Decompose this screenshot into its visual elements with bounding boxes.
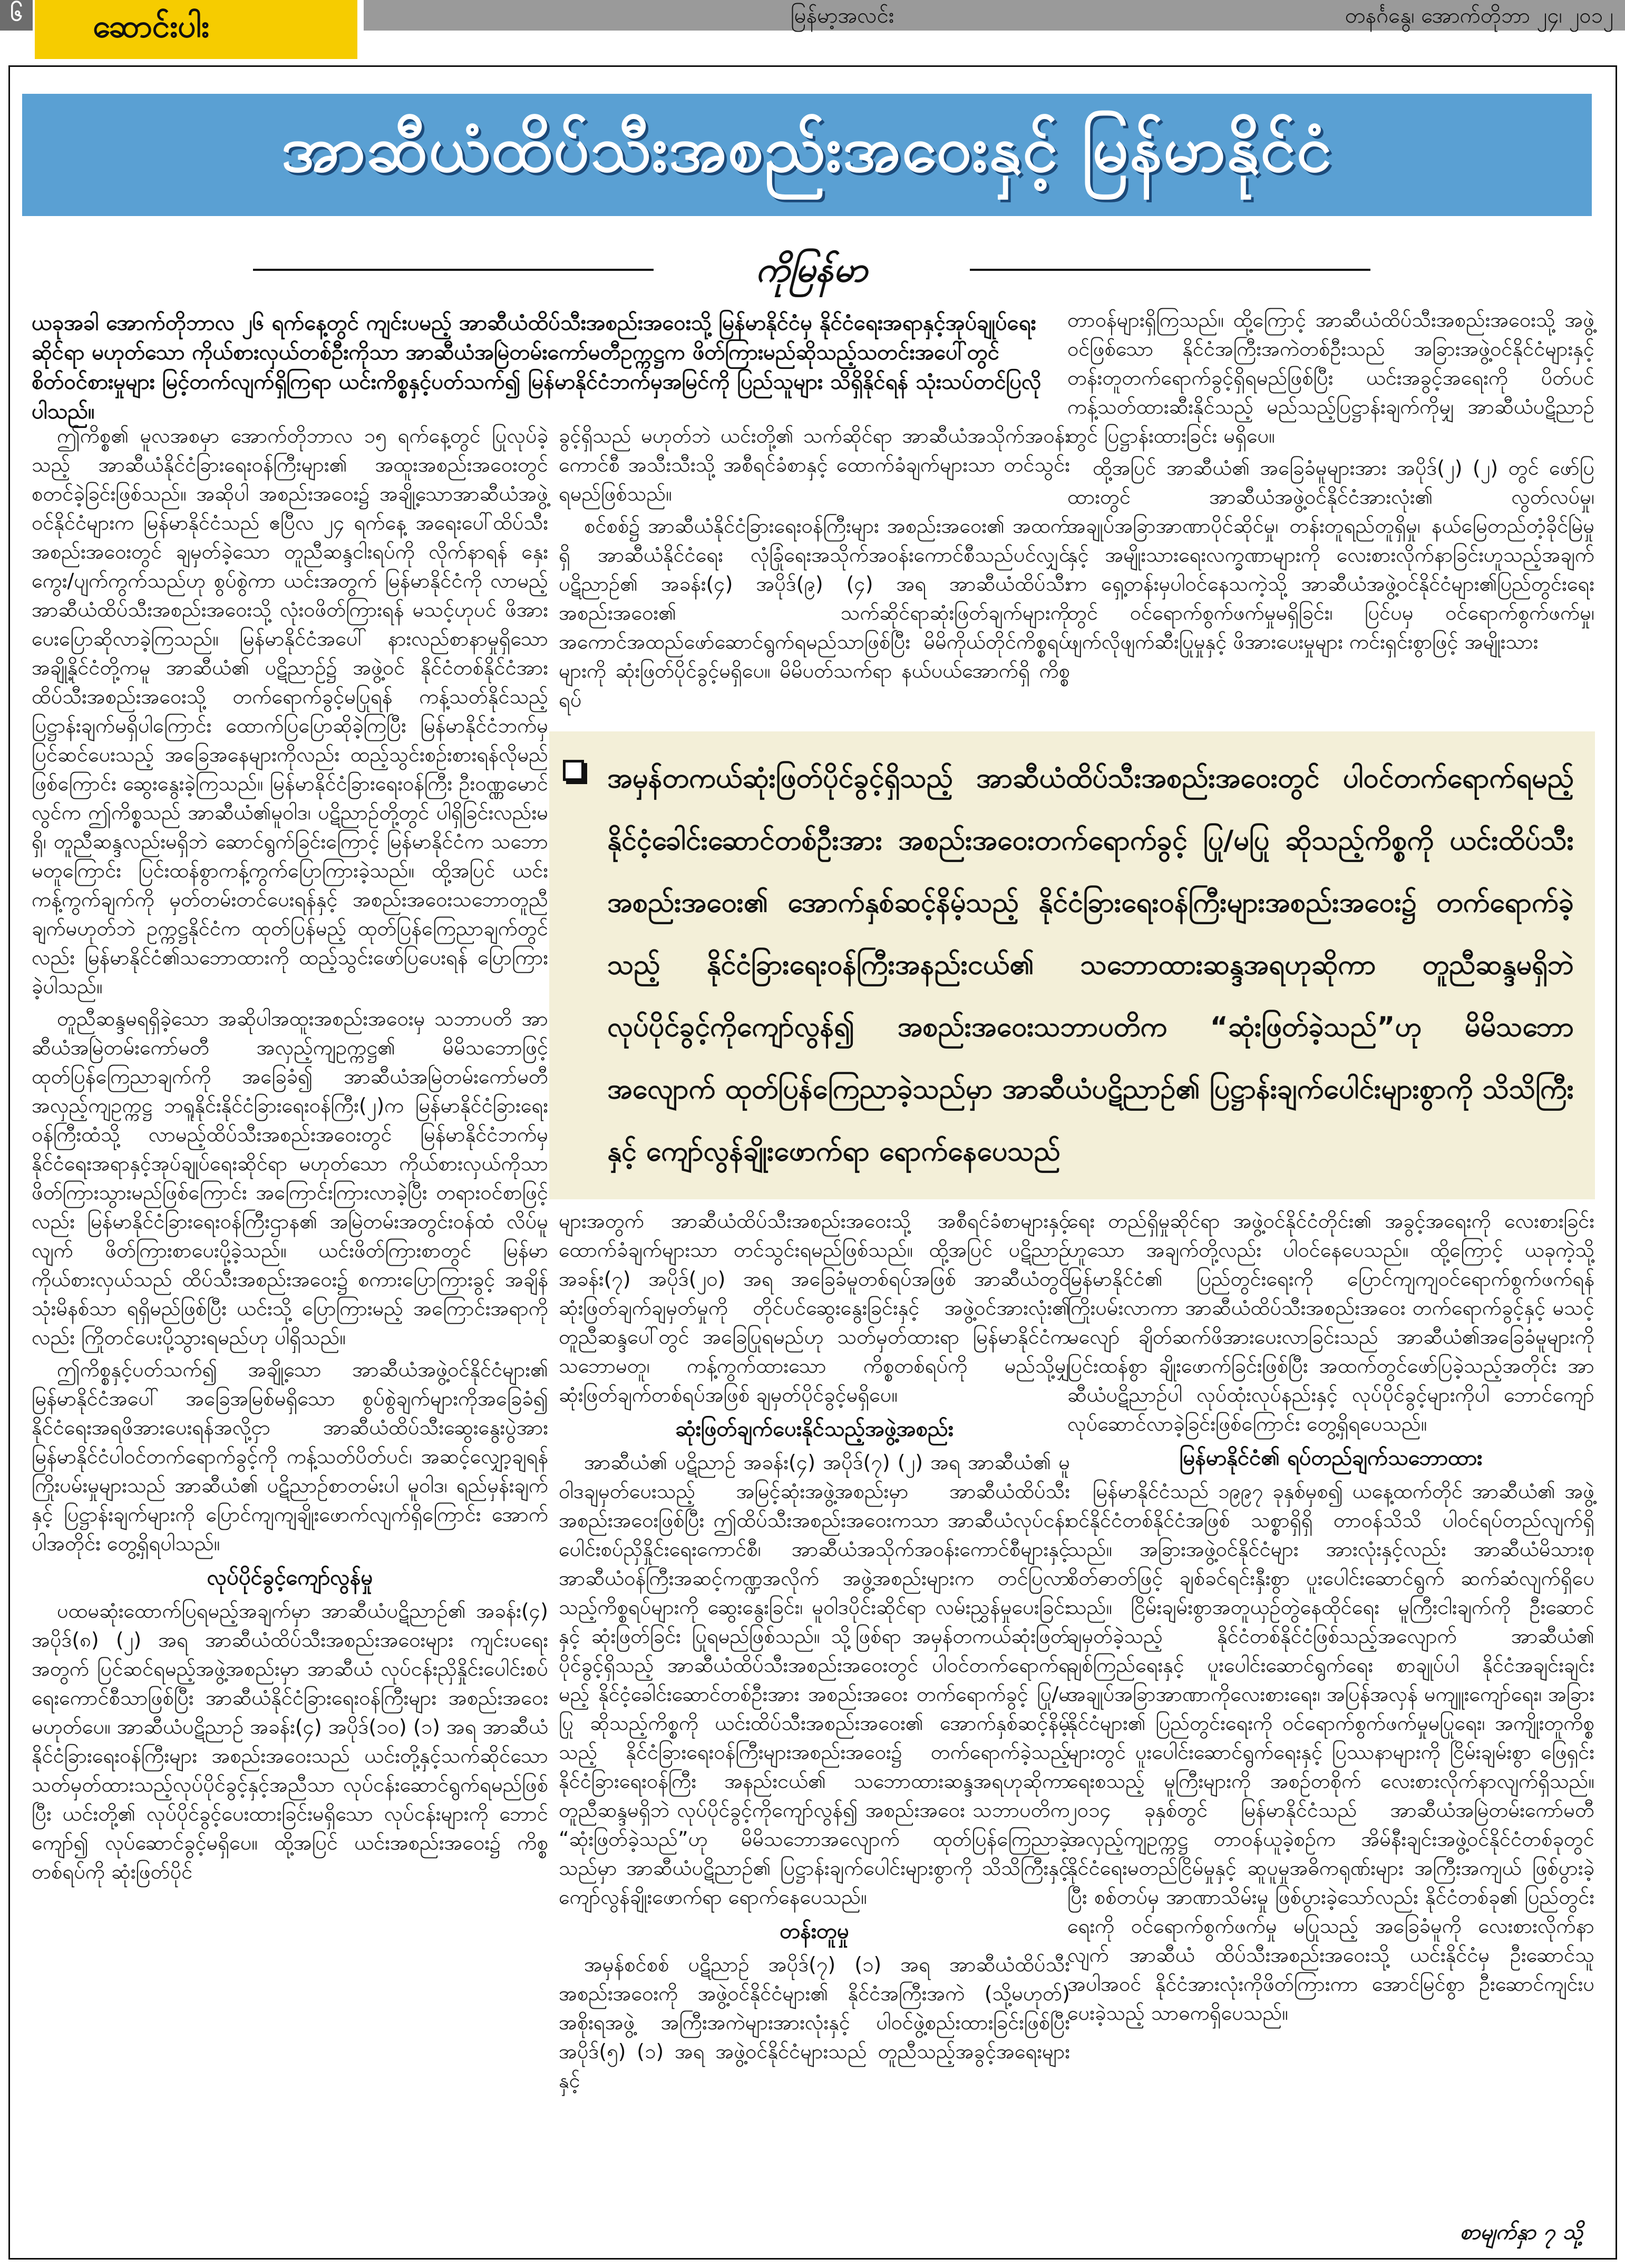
paragraph: အမှန်စင်စစ် ပဋိညာဉ် အပိုဒ်(၇) (၁) အရ အာဆီယံထိပ်သီးအစည်းအဝေးကို အဖွဲ့ဝင်နိုင်ငံများ၏ နိုင်ငံအကြီးအကဲ (သို့မဟုတ်) အစိုးရအဖွဲ့ အကြီးအကဲများအားလုံးနှင့် ပါဝင်ဖွဲ့စည်းထားခြင်းဖြစ်ပြီး အပိုဒ်(၅) (၁) အရ အဖွဲ့ဝင်နိုင်ငံများသည် တူညီသည့်အခွင့်အရေးများနှင့် xyxy=(559,1953,1070,2092)
subheading: မြန်မာနိုင်ငံ၏ ရပ်တည်ချက်သဘောထား xyxy=(1179,1446,1483,1470)
byline xyxy=(253,248,1370,290)
paragraph: တာဝန်များရှိကြသည်။ ထို့ကြောင့် အာဆီယံထိပ်သီးအစည်းအဝေးသို့ အဖွဲ့ဝင်ဖြစ်သော နိုင်ငံအကြီးအကဲတစ်ဦးသည် အခြားအဖွဲ့ဝင်နိုင်ငံများနှင့် တန်းတူတက်ရောက်ခွင့်ရှိရမည်ဖြစ်ပြီး ယင်းအခွင့်အရေးကို ပိတ်ပင်ကန့်သတ်ထားဆီးနိုင်သည့် မည်သည့်ပြဋ္ဌာန်းချက်ကိုမျှ အာဆီယံပဋိညာဉ်တွင် ပြဋ္ဌာန်းထားခြင်း မရှိပေ။ xyxy=(1067,308,1594,447)
column-2-top xyxy=(559,422,1070,718)
issue-date: တနင်္ဂနွေ၊ အောက်တိုဘာ ၂၄၊ ၂၀၁၂ xyxy=(1345,4,1613,28)
headline-band xyxy=(22,94,1592,216)
paragraph: တူညီဆန္ဒမရရှိခဲ့သော အဆိုပါအထူးအစည်းအဝေးမှ သဘာပတိ အာဆီယံအမြဲတမ်းကော်မတီ အလှည့်ကျဥက္ကဋ္ဌ၏ မိမိသဘောဖြင့် ထုတ်ပြန်ကြေညာချက်ကို အခြေခံ၍ အာဆီယံအမြဲတမ်းကော်မတီ အလှည့်ကျဥက္ကဋ္ဌ ဘရူနိုင်းနိုင်ငံခြားရေးဝန်ကြီး(၂)က မြန်မာနိုင်ငံခြားရေးဝန်ကြီးထံသို့ လာမည့်ထိပ်သီးအစည်းအဝေးတွင် မြန်မာနိုင်ငံဘက်မှ နိုင်ငံရေးအရာနှင့်အုပ်ချုပ်ရေးဆိုင်ရာ မဟုတ်သော ကိုယ်စားလှယ်ကိုသာ ဖိတ်ကြားသွားမည်ဖြစ်ကြောင်း အကြောင်းကြားလာခဲ့ပြီး တရားဝင်စာဖြင့်လည်း မြန်မာနိုင်ငံခြားရေးဝန်ကြီးဌာန၏ အမြဲတမ်းအတွင်းဝန်ထံ လိပ်မူလျက် ဖိတ်ကြားစာပေးပို့ခဲ့သည်။ ယင်းဖိတ်ကြားစာတွင် မြန်မာကိုယ်စားလှယ်သည် ထိပ်သီးအစည်းအဝေး၌ စကားပြောကြားခွင့် အချိန်သုံးမိနစ်သာ ရရှိမည်ဖြစ်ပြီး ယင်းသို့ ပြောကြားမည့် အကြောင်းအရာကိုလည်း ကြိုတင်ပေးပို့သွားရမည်ဟု ပါရှိသည်။ xyxy=(32,1007,548,1349)
byline-rule-left xyxy=(253,269,654,271)
subheading: တန်းတူမှု xyxy=(780,1919,849,1943)
column-1 xyxy=(32,422,548,1890)
subheading: ဆုံးဖြတ်ချက်ပေးနိုင်သည့်အဖွဲ့အစည်း xyxy=(675,1417,953,1441)
paragraph: ဤကိစ္စ၏ မူလအစမှာ အောက်တိုဘာလ ၁၅ ရက်နေ့တွင် ပြုလုပ်ခဲ့သည့် အာဆီယံနိုင်ငံခြားရေးဝန်ကြီးများ၏ အထူးအစည်းအဝေးတွင် စတင်ခဲ့ခြင်းဖြစ်သည်။ အဆိုပါ အစည်းအဝေး၌ အချို့သောအာဆီယံအဖွဲ့ဝင်နိုင်ငံများက မြန်မာနိုင်ငံသည် ဧပြီလ ၂၄ ရက်နေ့ အရေးပေါ်ထိပ်သီးအစည်းအဝေးတွင် ချမှတ်ခဲ့သော တူညီဆန္ဒငါးရပ်ကို လိုက်နာရန် နှေးကွေး/ပျက်ကွက်သည်ဟု စွပ်စွဲကာ ယင်းအတွက် မြန်မာနိုင်ငံကို လာမည့်အာဆီယံထိပ်သီးအစည်းအဝေးသို့ လုံးဝဖိတ်ကြားရန် မသင့်ဟုပင် ဖိအားပေးပြောဆိုလာခဲ့ကြသည်။ မြန်မာနိုင်ငံအပေါ် နားလည်စာနာမှုရှိသော အချို့နိုင်ငံတို့ကမူ အာဆီယံ၏ ပဋိညာဉ်၌ အဖွဲ့ဝင် နိုင်ငံတစ်နိုင်ငံအား ထိပ်သီးအစည်းအဝေးသို့ တက်ရောက်ခွင့်မပြုရန် ကန့်သတ်နိုင်သည့် ပြဋ္ဌာန်းချက်မရှိပါကြောင်း ထောက်ပြပြောဆိုခဲ့ကြပြီး မြန်မာနိုင်ငံဘက်မှ ပြင်ဆင်ပေးသည့် အခြေအနေများကိုလည်း ထည့်သွင်းစဉ်းစားရန်လိုမည်ဖြစ်ကြောင်း ဆွေးနွေးခဲ့ကြသည်။ မြန်မာနိုင်ငံခြားရေးဝန်ကြီး ဦးဝဏ္ဏမောင်လွင်က ဤကိစ္စသည် အာဆီယံ၏မူဝါဒ၊ ပဋိညာဉ်တို့တွင် ပါရှိခြင်းလည်းမရှိ၊ တူညီဆန္ဒလည်းမရှိဘဲ ဆောင်ရွက်ခြင်းကြောင့် မြန်မာနိုင်ငံက သဘောမတူကြောင်း ပြင်းထန်စွာကန့်ကွက်ပြောကြားခဲ့သည်။ ထို့အပြင် ယင်းကန့်ကွက်ချက်ကို မှတ်တမ်းတင်ပေးရန်နှင့် အစည်းအဝေးသဘောတူညီချက်မဟုတ်ဘဲ ဥက္ကဋ္ဌနိုင်ငံက ထုတ်ပြန်မည့် ထုတ်ပြန်ကြေညာချက်တွင်လည်း မြန်မာနိုင်ငံ၏သဘောထားကို ထည့်သွင်းဖော်ပြပေးရန် ပြောကြားခဲ့ပါသည်။ xyxy=(32,424,548,998)
pull-quote-text: အမှန်တကယ်ဆုံးဖြတ်ပိုင်ခွင့်ရှိသည့် အာဆီယံထိပ်သီးအစည်းအဝေးတွင် ပါဝင်တက်ရောက်ရမည့် နိုင်ငံ့ခေါင်းဆောင်တစ်ဦးအား အစည်းအဝေးတက်ရောက်ခွင့် ပြု/မပြု ဆိုသည့်ကိစ္စကို ယင်းထိပ်သီးအစည်းအဝေး၏ အောက်နှစ်ဆင့်နိမ့်သည့် နိုင်ငံခြားရေးဝန်ကြီးများအစည်းအဝေး၌ တက်ရောက်ခဲ့သည့် နိုင်ငံခြားရေးဝန်ကြီးအနည်းငယ်၏ သဘောထားဆန္ဒအရဟုဆိုကာ တူညီဆန္ဒမရှိဘဲ လုပ်ပိုင်ခွင့်ကိုကျော်လွန်၍ အစည်းအဝေးသဘာပတိက “ဆုံးဖြတ်ခဲ့သည်”ဟု မိမိသဘောအလျောက် ထုတ်ပြန်ကြေညာခဲ့သည်မှာ အာဆီယံပဋိညာဉ်၏ ပြဋ္ဌာန်းချက်ပေါင်းများစွာကို သိသိကြီးနှင့် ကျော်လွန်ချိုးဖောက်ရာ ရောက်နေပေသည် xyxy=(607,762,1574,1167)
paragraph: များအတွက် အာဆီယံထိပ်သီးအစည်းအဝေးသို့ အစီရင်ခံစာများနှင့် ထောက်ခံချက်များသာ တင်သွင်းရမည်ဖြစ်သည်။ ထို့အပြင် ပဋိညာဉ်အခန်း(၇) အပိုဒ်(၂၀) အရ အခြေခံမူတစ်ရပ်အဖြစ် အာဆီယံတွင် ဆုံးဖြတ်ချက်ချမှတ်မှုကို တိုင်ပင်ဆွေးနွေးခြင်းနှင့် အဖွဲ့ဝင်အားလုံး၏ တူညီဆန္ဒပေါ်တွင် အခြေပြုရမည်ဟု သတ်မှတ်ထားရာ မြန်မာနိုင်ငံက သဘောမတူ၊ ကန့်ကွက်ထားသော ကိစ္စတစ်ရပ်ကို မည်သို့မျှ ဆုံးဖြတ်ချက်တစ်ရပ်အဖြစ် ချမှတ်ပိုင်ခွင့်မရှိပေ။ xyxy=(559,1209,1070,1406)
section-tag: ဆောင်းပါး xyxy=(35,0,357,59)
continued-on-page[interactable]: စာမျက်နှာ ၇ သို့ xyxy=(1459,2220,1583,2244)
paragraph: စင်စစ်၌ အာဆီယံနိုင်ငံခြားရေးဝန်ကြီးများ အစည်းအဝေး၏ အထက်ရှိ အာဆီယံနိုင်ငံရေး လုံခြုံရေးအသိုက်အဝန်းကောင်စီသည်ပင်လျှင် ပဋိညာဉ်၏ အခန်း(၄) အပိုဒ်(၉) (၄) အရ အာဆီယံထိပ်သီးအစည်းအဝေး၏ သက်ဆိုင်ရာဆုံးဖြတ်ချက်များကို အကောင်အထည်ဖော်ဆောင်ရွက်ရမည်သာဖြစ်ပြီး မိမိကိုယ်တိုင်ကိစ္စရပ်များကို ဆုံးဖြတ်ပိုင်ခွင့်မရှိပေ။ မိမိပတ်သက်ရာ နယ်ပယ်အောက်ရှိ ကိစ္စရပ် xyxy=(559,514,1070,711)
checkbox-bullet-icon xyxy=(563,760,584,781)
paragraph: ဤကိစ္စနှင့်ပတ်သက်၍ အချို့သော အာဆီယံအဖွဲ့ဝင်နိုင်ငံများ၏ မြန်မာနိုင်ငံအပေါ် အခြေအမြစ်မရှိသော စွပ်စွဲချက်များကိုအခြေခံ၍ နိုင်ငံရေးအရဖိအားပေးရန်အလို့ငှာ အာဆီယံထိပ်သီးဆွေးနွေးပွဲအား မြန်မာနိုင်ငံပါဝင်တက်ရောက်ခွင့်ကို ကန့်သတ်ပိတ်ပင်၊ အဆင့်လျှော့ချရန် ကြိုးပမ်းမှုများသည် အာဆီယံ၏ ပဋိညာဉ်စာတမ်းပါ မူဝါဒ၊ ရည်မှန်းချက်နှင့် ပြဋ္ဌာန်းချက်များကို ပြောင်ကျကျချိုးဖောက်လျက်ရှိကြောင်း အောက်ပါအတိုင်း တွေ့ရှိရပါသည်။ xyxy=(32,1358,548,1555)
article-intro: ယခုအခါ အောက်တိုဘာလ ၂၆ ရက်နေ့တွင် ကျင်းပမည့် အာဆီယံထိပ်သီးအစည်းအဝေးသို့ မြန်မာနိုင်ငံမှ နိုင်ငံရေးအရာနှင့်အုပ်ချုပ်ရေးဆိုင်ရာ မဟုတ်သော ကိုယ်စားလှယ်တစ်ဦးကိုသာ အာဆီယံအမြဲတမ်းကော်မတီဥက္ကဋ္ဌက ဖိတ်ကြားမည်ဆိုသည့်သတင်းအပေါ်တွင် စိတ်ဝင်စားမှုများ မြင့်တက်လျက်ရှိကြရာ ယင်းကိစ္စနှင့်ပတ်သက်၍ မြန်မာနိုင်ငံဘက်မှအမြင်ကို ပြည်သူများ သိရှိနိုင်ရန် သုံးသပ်တင်ပြလိုပါသည်။ xyxy=(32,311,1042,424)
paragraph: အာဆီယံ၏ ပဋိညာဉ် အခန်း(၄) အပိုဒ်(၇) (၂) အရ အာဆီယံ၏ မူဝါဒချမှတ်ပေးသည့် အမြင့်ဆုံးအဖွဲ့အစည်းမှာ အာဆီယံထိပ်သီးအစည်းအဝေးဖြစ်ပြီး ဤထိပ်သီးအစည်းအဝေးကသာ အာဆီယံလုပ်ငန်း ပေါင်းစပ်ညှိနှိုင်းရေးကောင်စီ၊ အာဆီယံအသိုက်အဝန်းကောင်စီများနှင့် အာဆီယံဝန်ကြီးအဆင့်ကဏ္ဍအလိုက် အဖွဲ့အစည်းများက တင်ပြလာသည့်ကိစ္စရပ်များကို ဆွေးနွေးခြင်း၊ မူဝါဒပိုင်းဆိုင်ရာ လမ်းညွှန်မှုပေးခြင်းနှင့် ဆုံးဖြတ်ခြင်း ပြုရမည်ဖြစ်သည်။ သို့ဖြစ်ရာ အမှန်တကယ်ဆုံးဖြတ်ပိုင်ခွင့်ရှိသည့် အာဆီယံထိပ်သီးအစည်းအဝေးတွင် ပါဝင်တက်ရောက်ရမည့် နိုင်ငံ့ခေါင်းဆောင်တစ်ဦးအား အစည်းအဝေး တက်ရောက်ခွင့် ပြု/မပြု ဆိုသည့်ကိစ္စကို ယင်းထိပ်သီးအစည်းအဝေး၏ အောက်နှစ်ဆင့်နိမ့်သည့် နိုင်ငံခြားရေးဝန်ကြီးများအစည်းအဝေး၌ တက်ရောက်ခဲ့သည့် နိုင်ငံခြားရေးဝန်ကြီး အနည်းငယ်၏ သဘောထားဆန္ဒအရဟုဆိုကာ တူညီဆန္ဒမရှိဘဲ လုပ်ပိုင်ခွင့်ကိုကျော်လွန်၍ အစည်းအဝေး သဘာပတိက “ဆုံးဖြတ်ခဲ့သည်”ဟု မိမိသဘောအလျောက် ထုတ်ပြန်ကြေညာခဲ့သည်မှာ အာဆီယံပဋိညာဉ်၏ ပြဋ္ဌာန်းချက်ပေါင်းများစွာကို သိသိကြီးနှင့် ကျော်လွန်ချိုးဖောက်ရာ ရောက်နေပေသည်။ xyxy=(559,1451,1070,1909)
headline: အာဆီယံထိပ်သီးအစည်းအဝေးနှင့် မြန်မာနိုင်ငံ xyxy=(281,112,1333,186)
subheading: လုပ်ပိုင်ခွင့်ကျော်လွန်မှု xyxy=(207,1566,373,1590)
paragraph: ပထမဆုံးထောက်ပြရမည့်အချက်မှာ အာဆီယံပဋိညာဉ်၏ အခန်း(၄) အပိုဒ်(၈) (၂) အရ အာဆီယံထိပ်သီးအစည်းအဝေးများ ကျင်းပရေးအတွက် ပြင်ဆင်ရမည့်အဖွဲ့အစည်းမှာ အာဆီယံ လုပ်ငန်းညှိနှိုင်းပေါင်းစပ်ရေးကောင်စီသာဖြစ်ပြီး အာဆီယံနိုင်ငံခြားရေးဝန်ကြီးများ အစည်းအဝေး မဟုတ်ပေ။ အာဆီယံပဋိညာဉ် အခန်း(၄) အပိုဒ်(၁၀) (၁) အရ အာဆီယံနိုင်ငံခြားရေးဝန်ကြီးများ အစည်းအဝေးသည် ယင်းတို့နှင့်သက်ဆိုင်သော သတ်မှတ်ထားသည့်လုပ်ပိုင်ခွင့်နှင့်အညီသာ လုပ်ငန်းဆောင်ရွက်ရမည်ဖြစ်ပြီး ယင်းတို့၏ လုပ်ပိုင်ခွင့်ပေးထားခြင်းမရှိသော လုပ်ငန်းများကို ဘောင်ကျော်၍ လုပ်ဆောင်ခွင့်မရှိပေ။ ထို့အပြင် ယင်းအစည်းအဝေး၌ ကိစ္စတစ်ရပ်ကို ဆုံးဖြတ်ပိုင် xyxy=(32,1599,548,1883)
paragraph: မြန်မာနိုင်ငံသည် ၁၉၉၇ ခုနှစ်မှစ၍ ယနေ့ထက်တိုင် အာဆီယံ၏ အဖွဲ့ဝင်နိုင်ငံတစ်နိုင်ငံအဖြစ် သစ္စာရှိရှိ တာဝန်သိသိ ပါဝင်ရပ်တည်လျက်ရှိသည်။ အခြားအဖွဲ့ဝင်နိုင်ငံများ အားလုံးနှင့်လည်း အာဆီယံမိသားစုစိတ်ဓာတ်ဖြင့် ချစ်ခင်ရင်းနှီးစွာ ပူးပေါင်းဆောင်ရွက် ဆက်ဆံလျက်ရှိပေသည်။ ငြိမ်းချမ်းစွာအတူယှဉ်တွဲနေထိုင်ရေး မူကြီးငါးချက်ကို ဦးဆောင်ချမှတ်ခဲ့သည့် နိုင်ငံတစ်နိုင်ငံဖြစ်သည့်အလျောက် အာဆီယံ၏ ချစ်ကြည်ရေးနှင့် ပူးပေါင်းဆောင်ရွက်ရေး စာချုပ်ပါ နိုင်ငံအချင်းချင်း အချုပ်အခြာအာဏာကိုလေးစားရေး၊ အပြန်အလှန် မကျူးကျော်ရေး၊ အခြားနိုင်ငံများ၏ ပြည်တွင်းရေးကို ဝင်ရောက်စွက်ဖက်မှုမပြုရေး၊ အကျိုးတူကိစ္စများတွင် ပူးပေါင်းဆောင်ရွက်ရေးနှင့် ပြဿနာများကို ငြိမ်းချမ်းစွာ ဖြေရှင်းရေးစသည့် မူကြီးများကို အစဉ်တစိုက် လေးစားလိုက်နာလျက်ရှိသည်။ ၂၀၁၄ ခုနှစ်တွင် မြန်မာနိုင်ငံသည် အာဆီယံအမြဲတမ်းကော်မတီ အလှည့်ကျဥက္ကဋ္ဌ တာဝန်ယူခဲ့စဉ်က အိမ်နီးချင်းအဖွဲ့ဝင်နိုင်ငံတစ်ခုတွင် နိုင်ငံရေးမတည်ငြိမ်မှုနှင့် ဆူပူမှုအဓိကရုဏ်းများ အကြီးအကျယ် ဖြစ်ပွားခဲ့ပြီး စစ်တပ်မှ အာဏာသိမ်းမှု ဖြစ်ပွားခဲ့သော်လည်း နိုင်ငံတစ်ခု၏ ပြည်တွင်းရေးကို ဝင်ရောက်စွက်ဖက်မှု မပြုသည့် အခြေခံမူကို လေးစားလိုက်နာလျက် အာဆီယံ ထိပ်သီးအစည်းအဝေးသို့ ယင်းနိုင်ငံမှ ဦးဆောင်သူအပါအဝင် နိုင်ငံအားလုံးကိုဖိတ်ကြားကာ အောင်မြင်စွာ ဦးဆောင်ကျင်းပပေးခဲ့သည့် သာဓကရှိပေသည်။ xyxy=(1067,1480,1594,2025)
page-number: ၆ xyxy=(0,0,33,31)
paragraph: ခွင့်ရှိသည် မဟုတ်ဘဲ ယင်းတို့၏ သက်ဆိုင်ရာ အာဆီယံအသိုက်အဝန်းကောင်စီ အသီးသီးသို့ အစီရင်ခံစာနှင့် ထောက်ခံချက်များသာ တင်သွင်းရမည်ဖြစ်သည်။ xyxy=(559,424,1070,505)
column-3-bottom xyxy=(1067,1207,1594,2031)
pull-quote xyxy=(549,731,1595,1199)
newspaper-name: မြန်မာ့အလင်း xyxy=(791,4,894,28)
author-name: ကိုမြန်မာ xyxy=(755,249,868,290)
byline-rule-right xyxy=(970,269,1370,271)
column-2-bottom xyxy=(559,1207,1070,2098)
column-3-top xyxy=(1067,306,1594,660)
paragraph: ထို့အပြင် အာဆီယံ၏ အခြေခံမူများအား အပိုဒ်(၂) (၂) တွင် ဖော်ပြထားတွင် အာဆီယံအဖွဲ့ဝင်နိုင်ငံအားလုံး၏ လွတ်လပ်မှု၊ အချုပ်အခြာအာဏာပိုင်ဆိုင်မှု၊ တန်းတူရည်တူရှိမှု၊ နယ်မြေတည်တံ့ခိုင်မြဲမှုနှင့် အမျိုးသားရေးလက္ခဏာများကို လေးစားလိုက်နာခြင်းဟူသည့်အချက်က ရှေ့တန်းမှပါဝင်နေသကဲ့သို့ အာဆီယံအဖွဲ့ဝင်နိုင်ငံများ၏ပြည်တွင်းရေးတွင် ဝင်ရောက်စွက်ဖက်မှုမရှိခြင်း၊ ပြင်ပမှ ဝင်ရောက်စွက်ဖက်မှု၊ ဖျက်လိုဖျက်ဆီးပြုမှုနှင့် ဖိအားပေးမှုများ ကင်းရှင်းစွာဖြင့် အမျိုးသား xyxy=(1067,456,1594,653)
paragraph: ရေး တည်ရှိမှုဆိုင်ရာ အဖွဲ့ဝင်နိုင်ငံတိုင်း၏ အခွင့်အရေးကို လေးစားခြင်းဟူသော အချက်တို့လည်း ပါဝင်နေပေသည်။ ထို့ကြောင့် ယခုကဲ့သို့ မြန်မာနိုင်ငံ၏ ပြည်တွင်းရေးကို ပြောင်ကျကျဝင်ရောက်စွက်ဖက်ရန် ကြိုးပမ်းလာကာ အာဆီယံထိပ်သီးအစည်းအဝေး တက်ရောက်ခွင့်နှင့် မသင့်မလျော် ချိတ်ဆက်ဖိအားပေးလာခြင်းသည် အာဆီယံ၏အခြေခံမူများကို ပြင်းထန်စွာ ချိုးဖောက်ခြင်းဖြစ်ပြီး အထက်တွင်ဖော်ပြခဲ့သည့်အတိုင်း အာဆီယံပဋိညာဉ်ပါ လုပ်ထုံးလုပ်နည်းနှင့် လုပ်ပိုင်ခွင့်များကိုပါ ဘောင်ကျော်လုပ်ဆောင်လာခဲ့ခြင်းဖြစ်ကြောင်း တွေ့ရှိရပေသည်။ xyxy=(1067,1209,1594,1435)
